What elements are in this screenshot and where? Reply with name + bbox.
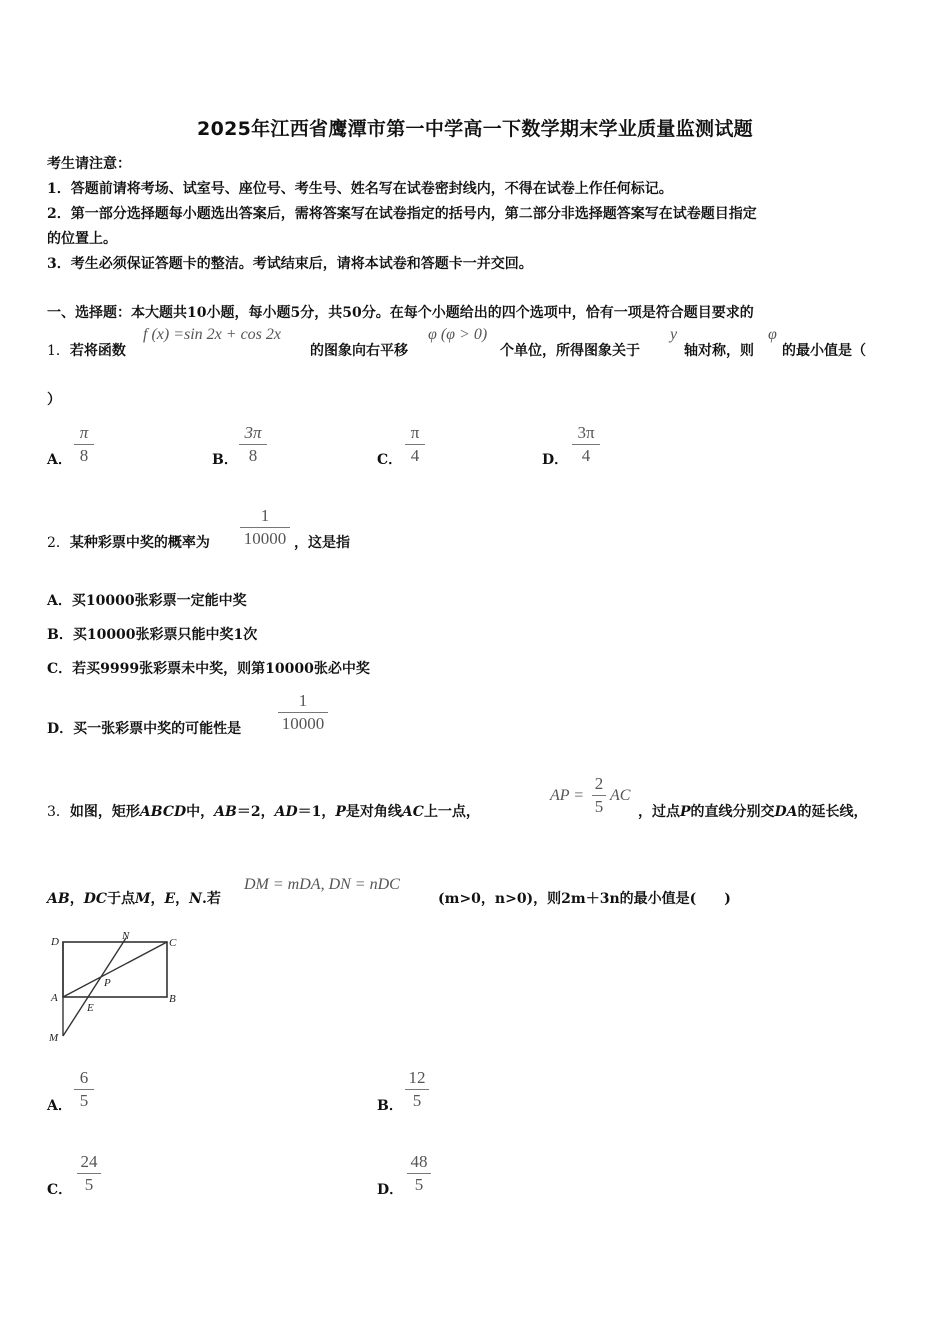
notes-heading: 考生请注意： <box>47 156 131 172</box>
phi-symbol: φ <box>768 326 777 343</box>
q2-option-a[interactable]: A．买10000张彩票一定能中奖 <box>47 593 247 609</box>
label-d: D <box>51 936 59 948</box>
q3-option-d-label[interactable]: D． <box>377 1182 404 1198</box>
label-a: A <box>51 992 58 1004</box>
q2-option-d-fraction: 1 10000 <box>278 691 328 734</box>
phi-condition: φ (φ > 0) <box>428 326 488 343</box>
q3-option-b-fraction: 12 5 <box>405 1068 429 1111</box>
line-mn <box>63 938 126 1036</box>
option-d-label[interactable]: D． <box>542 452 569 468</box>
note-item-3: 3．考生必须保证答题卡的整洁。考试结束后，请将本试卷和答题卡一并交回。 <box>47 256 533 272</box>
ap-fraction: 2 5 <box>592 774 606 817</box>
page-title: 2025年江西省鹰潭市第一中学高一下数学期末学业质量监测试题 <box>197 118 753 140</box>
q3-option-b-label[interactable]: B． <box>377 1098 403 1114</box>
q3-option-d-fraction: 48 5 <box>407 1152 431 1195</box>
option-a-fraction: π 8 <box>74 423 94 466</box>
question-1-close: ） <box>47 392 61 408</box>
diagonal-ac <box>63 942 167 997</box>
ap-vector: AP = <box>550 787 585 804</box>
option-d-fraction: 3π 4 <box>572 423 600 466</box>
question-1-text: 的图象向右平移 <box>310 343 408 359</box>
label-m: M <box>49 1032 59 1044</box>
ac-vector: AC <box>610 787 631 804</box>
q3-option-a-label[interactable]: A． <box>47 1098 72 1114</box>
probability-fraction: 1 10000 <box>240 506 290 549</box>
q3-option-c-label[interactable]: C． <box>47 1182 73 1198</box>
function-expression: f (x) =sin 2x + cos 2x <box>143 326 281 343</box>
label-b: B <box>169 993 176 1005</box>
q2-option-b[interactable]: B．买10000张彩票只能中奖1次 <box>47 627 258 643</box>
label-c: C <box>169 937 177 949</box>
option-a-label[interactable]: A． <box>47 452 72 468</box>
label-e: E <box>87 1002 94 1014</box>
option-c-label[interactable]: C． <box>377 452 403 468</box>
rectangle-figure <box>44 928 194 1048</box>
note-item-2-cont: 的位置上。 <box>47 231 117 247</box>
question-1-text-2: 个单位，所得图象关于 <box>500 343 640 359</box>
q3-option-a-fraction: 6 5 <box>74 1068 94 1111</box>
label-n: N <box>122 930 130 942</box>
q2-option-c[interactable]: C．若买9999张彩票未中奖，则第10000张必中奖 <box>47 661 370 677</box>
question-2: 2．某种彩票中奖的概率为 <box>47 535 210 551</box>
q2-option-d[interactable]: D．买一张彩票中奖的可能性是 <box>47 721 242 737</box>
option-b-fraction: 3π 8 <box>239 423 267 466</box>
question-2-text: ，这是指 <box>294 535 350 551</box>
question-3-line-2-end: (m>0，n>0)，则2m＋3n的最小值是( ) <box>438 891 731 907</box>
question-1: 1．若将函数 <box>47 343 126 359</box>
question-3: 3．如图，矩形ABCD中，AB＝2，AD＝1，P是对角线AC上一点， <box>47 804 480 820</box>
section-heading: 一、选择题：本大题共10小题，每小题5分，共50分。在每个小题给出的四个选项中，恰有一项是符合题目要求的 <box>47 305 754 321</box>
option-b-label[interactable]: B． <box>212 452 238 468</box>
question-number: 1． <box>47 343 70 359</box>
question-3-line-2: AB，DC于点M，E，N.若 <box>47 891 221 907</box>
vector-condition: DM = mDA, DN = nDC <box>244 876 400 893</box>
q3-option-c-fraction: 24 5 <box>77 1152 101 1195</box>
label-p: P <box>104 977 111 989</box>
option-c-fraction: π 4 <box>405 423 425 466</box>
y-axis-symbol: y <box>670 326 678 343</box>
note-item-1: 1．答题前请将考场、试室号、座位号、考生号、姓名写在试卷密封线内，不得在试卷上作任何标记。 <box>47 181 673 197</box>
note-item-2: 2．第一部分选择题每小题选出答案后，需将答案写在试卷指定的括号内，第二部分非选择题答案写在试卷题目指定 <box>47 206 757 222</box>
question-1-text-3: 轴对称，则 <box>684 343 754 359</box>
question-1-text-4: 的最小值是（ <box>782 343 866 359</box>
question-3-text: ，过点P的直线分别交DA的延长线， <box>638 804 868 820</box>
